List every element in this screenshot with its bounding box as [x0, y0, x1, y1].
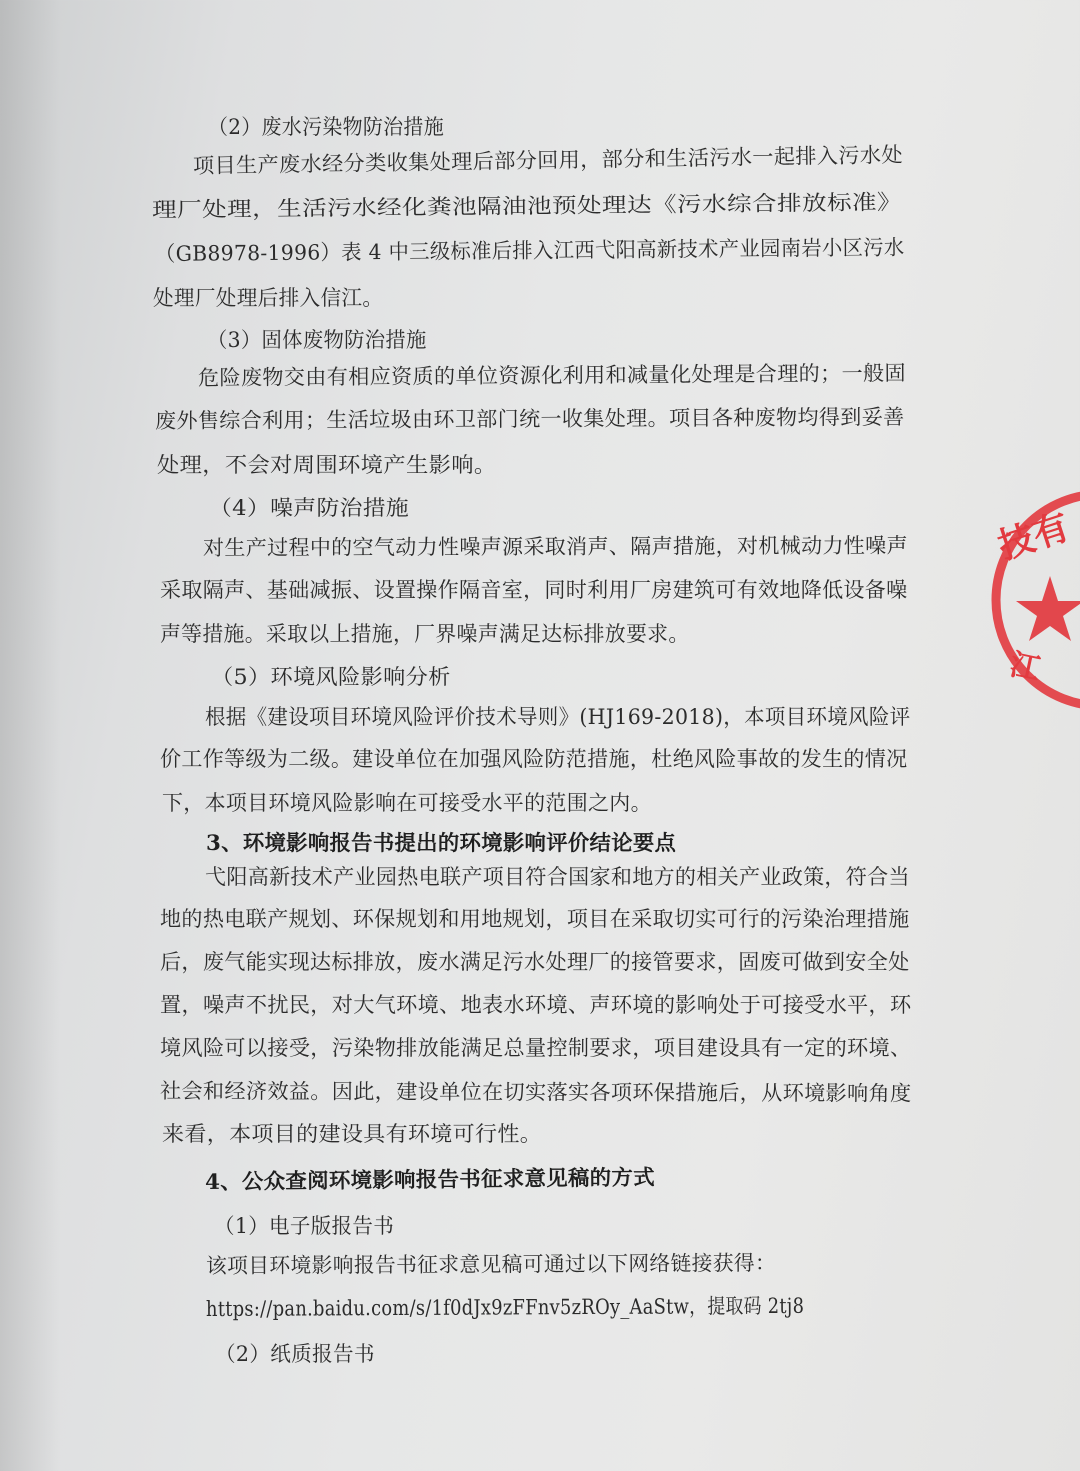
- paragraph-line: 置，噪声不扰民，对大气环境、地表水环境、声环境的影响处于可接受水平，环: [160, 993, 912, 1017]
- paragraph-line: 处理厂处理后排入信江。: [153, 286, 384, 310]
- subheading-risk: （5）环境风险影响分析: [211, 665, 451, 689]
- paragraph-line: 处理，不会对周围环境产生影响。: [157, 453, 497, 477]
- paragraph-line: 危险废物交由有相应资质的单位资源化利用和减量化处理是合理的；一般固: [197, 361, 906, 390]
- stamp-text-bottom: 江: [1006, 647, 1044, 688]
- paragraph-line: 声等措施。采取以上措施，厂界噪声满足达标排放要求。: [160, 622, 690, 646]
- paragraph-line: （GB8978-1996）表 4 中三级标准后排入江西弋阳高新技术产业园南岩小区污水: [154, 235, 905, 266]
- paragraph-line: 项目生产废水经分类收集处理后部分回用，部分和生活污水一起排入污水处: [192, 142, 904, 178]
- paragraph-line: 地的热电联产规划、环保规划和用地规划，项目在采取切实可行的污染治理措施: [160, 907, 910, 931]
- paragraph-line: 废外售综合利用；生活垃圾由环卫部门统一收集处理。项目各种废物均得到妥善: [154, 405, 905, 433]
- paragraph-line: 社会和经济效益。因此，建设单位在切实落实各项环保措施后，从环境影响角度: [159, 1079, 912, 1106]
- section-heading-3: 3、环境影响报告书提出的环境影响评价结论要点: [206, 830, 677, 855]
- subheading-wastewater: （2）废水污染物防治措施: [208, 115, 444, 139]
- section-heading-4: 4、公众查阅环境影响报告书征求意见稿的方式: [204, 1164, 656, 1194]
- paragraph-line: 下，本项目环境风险影响在可接受水平的范围之内。: [162, 791, 652, 815]
- subheading-electronic: （1）电子版报告书: [214, 1214, 395, 1238]
- stamp-text-top: 技有: [993, 506, 1075, 568]
- paragraph-line: 后，废气能实现达标排放，废水满足污水处理厂的接管要求，固废可做到安全处: [160, 950, 910, 974]
- paragraph-line: 理厂处理，生活污水经化粪池隔油池预处理达《污水综合排放标准》: [151, 190, 903, 222]
- paragraph-line: 境风险可以接受，污染物排放能满足总量控制要求，项目建设具有一定的环境、: [160, 1036, 912, 1060]
- page-edge-shadow: [0, 0, 60, 1471]
- paragraph-line: 根据《建设项目环境风险评价技术导则》(HJ169-2018)，本项目环境风险评: [205, 705, 911, 729]
- red-seal-stamp: [990, 488, 1080, 728]
- paragraph-line: 采取隔声、基础减振、设置操作隔音室，同时利用厂房建筑可有效地降低设备噪: [160, 578, 908, 602]
- paragraph-line: 对生产过程中的空气动力性噪声源采取消声、隔声措施，对机械动力性噪声: [202, 533, 908, 560]
- paragraph-line: 该项目环境影响报告书征求意见稿可通过以下网络链接获得：: [205, 1251, 777, 1278]
- paragraph-line: 来看，本项目的建设具有环境可行性。: [162, 1122, 543, 1146]
- download-link-text: https://pan.baidu.com/s/1f0dJx9zFFnv5zROy_AaStw，提取码 2tj8: [205, 1293, 805, 1321]
- subheading-solid-waste: （3）固体废物防治措施: [207, 328, 427, 352]
- paragraph-line: 价工作等级为二级。建设单位在加强风险防范措施，杜绝风险事故的发生的情况: [160, 747, 908, 771]
- paragraph-line: 弋阳高新技术产业园热电联产项目符合国家和地方的相关产业政策，符合当: [205, 865, 910, 889]
- subheading-noise: （4）噪声防治措施: [209, 496, 410, 520]
- subheading-paper: （2）纸质报告书: [215, 1342, 375, 1366]
